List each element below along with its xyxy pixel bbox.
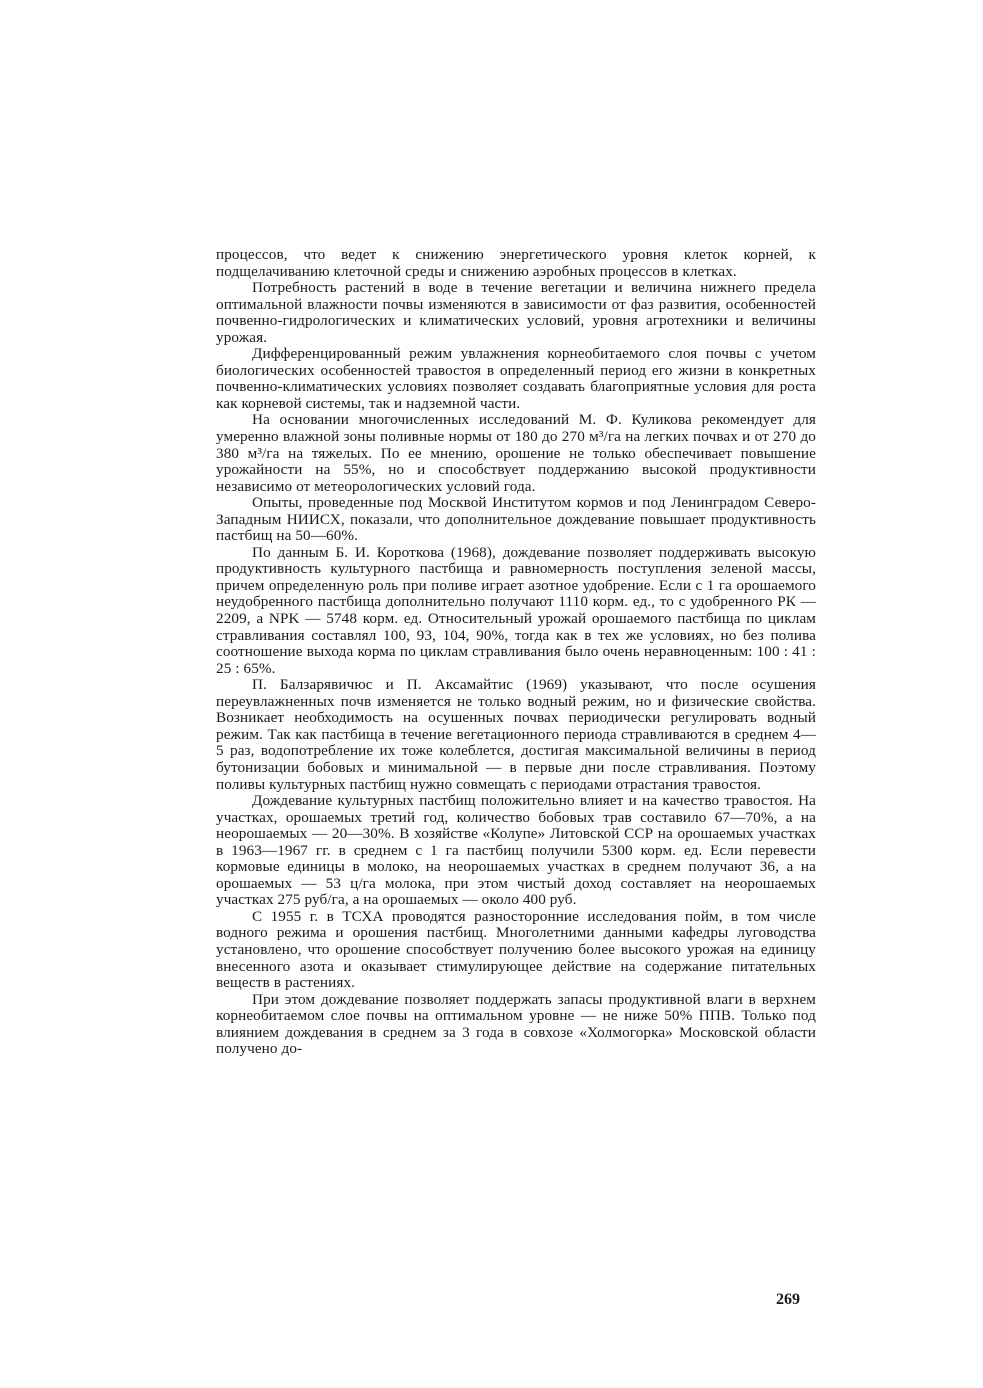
paragraph-5: Опыты, проведенные под Москвой Институтом кормов и под Ленинградом Северо-Западным НИИСХ, показали, что дополнительное дождевание повышает продуктивность пастбищ на 50—60%. (216, 494, 816, 545)
page-number: 269 (776, 1291, 800, 1308)
paragraph-3: Дифференцированный режим увлажнения корнеобитаемого слоя почвы с учетом биологических особенностей травостоя в определенный период его жизни в конкретных почвенно-климатических условиях позволяет создавать благоприятные условия для роста как корневой системы, так и надземной части. (216, 345, 816, 412)
paragraph-2: Потребность растений в воде в течение вегетации и величина нижнего предела оптимальной влажности почвы изменяются в зависимости от фаз развития, особенностей почвенно-гидрологических и климатических условий, уровня агротехники и величины урожая. (216, 279, 816, 346)
paragraph-1: процессов, что ведет к снижению энергетического уровня клеток корней, к подщелачиванию клеточной среды и снижению аэробных процессов в клетках. (216, 246, 816, 280)
paragraph-6: По данным Б. И. Короткова (1968), дождевание позволяет поддерживать высокую продуктивность культурного пастбища и равномерность поступления зеленой массы, причем определенную роль при поливе играет азотное удобрение. Если с 1 га орошаемого неудобренного пастбища дополнительно получают 1110 корм. ед., то с удобренного РК — 2209, а NPK — 5748 корм. ед. Относительный урожай орошаемого пастбища по циклам стравливания составлял 100, 93, 104, 90%, тогда как в тех же условиях, но без полива соотношение выхода корма по циклам стравливания было очень неравноценным: 100 : 41 : 25 : 65%. (216, 543, 816, 677)
paragraph-9: С 1955 г. в ТСХА проводятся разносторонние исследования пойм, в том числе водного режима и орошения пастбищ. Многолетними данными кафедры луговодства установлено, что орошение способствует получению более высокого урожая на единицу внесенного азота и оказывает стимулирующее действие на содержание питательных веществ в растениях. (216, 907, 816, 992)
paragraph-4: На основании многочисленных исследований М. Ф. Куликова рекомендует для умеренно влажной зоны поливные нормы от 180 до 270 м³/га на легких почвах и от 270 до 380 м³/га на тяжелых. По ее мнению, орошение не только обеспечивает повышение урожайности на 55%, но и способствует поддержанию высокой продуктивности независимо от метеорологических условий года. (216, 411, 816, 495)
paragraph-10: При этом дождевание позволяет поддержать запасы продуктивной влаги в верхнем корнеобитаемом слое почвы на оптимальном уровне — не ниже 50% ППВ. Только под влиянием дождевания в среднем за 3 года в совхозе «Холмогорка» Московской области получено до- (216, 990, 816, 1058)
paragraph-8: Дождевание культурных пастбищ положительно влияет и на качество травостоя. На участках, орошаемых третий год, количество бобовых трав составило 67—70%, а на неорошаемых — 20—30%. В хозяйстве «Колупе» Литовской ССР на орошаемых участках в 1963—1967 гг. в среднем с 1 га пастбищ получили 5300 корм. ед. Если перевести кормовые единицы в молоко, на неорошаемых участках в среднем получают 36, а на орошаемых — 53 ц/га молока, при этом чистый доход составляет на неорошаемых участках 275 руб/га, а на орошаемых — около 400 руб. (216, 792, 816, 909)
page-body (216, 247, 816, 1058)
paragraph-7: П. Балзарявичюс и П. Аксамайтис (1969) указывают, что после осушения переувлажненных почв изменяется не только водный режим, но и физические свойства. Возникает необходимость на осушенных почвах периодически регулировать водный режим. Так как пастбища в течение вегетационного периода стравливаются в среднем 4—5 раз, водопотребление их тоже колеблется, достигая максимальной величины в период бутонизации бобовых и минимальной — в первые дни после стравливания. Поэтому поливы культурных пастбищ нужно совмещать с периодами отрастания травостоя. (216, 676, 816, 793)
